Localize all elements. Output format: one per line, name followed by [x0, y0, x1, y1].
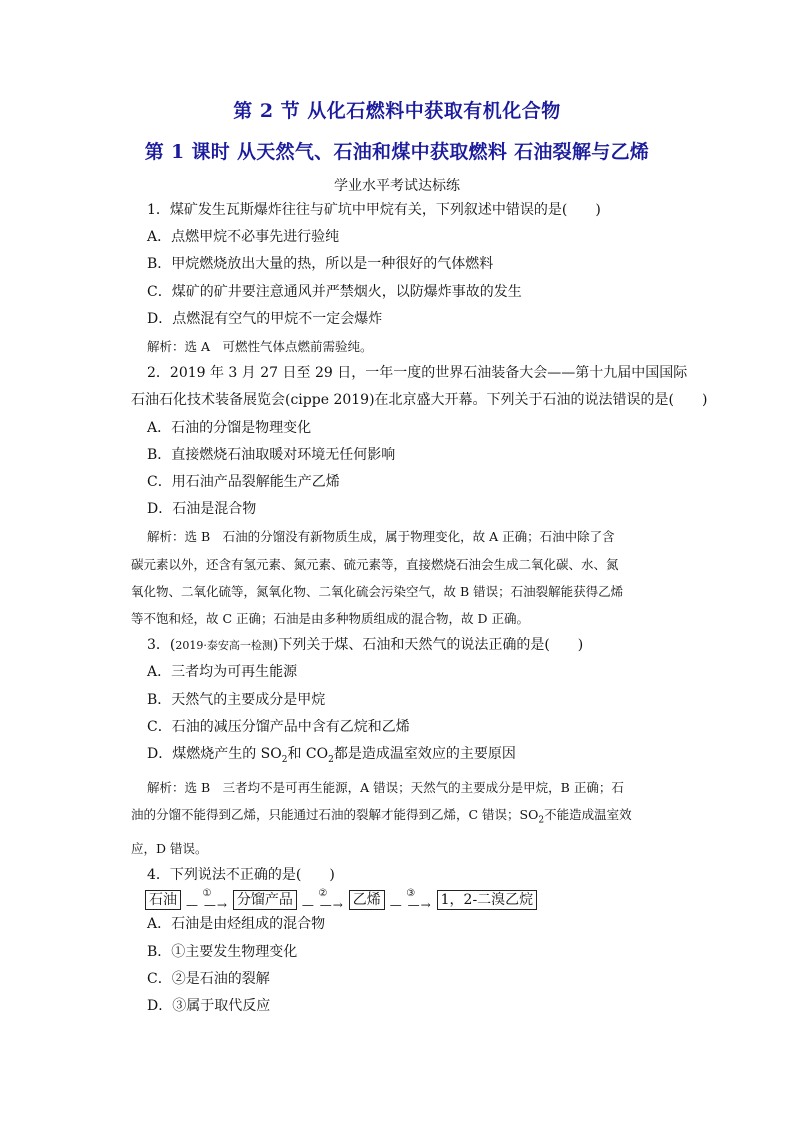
flow-arrow-2-line: — —→	[301, 898, 344, 913]
flow-arrow-1-line: — —→	[186, 898, 228, 913]
flow-step-2-label: ②	[318, 888, 328, 900]
q3-explanation-line2-text2: 不能造成温室效	[544, 807, 632, 823]
q2-explanation-line2: 碳元素以外，还含有氢元素、氮元素、硫元素等，直接燃烧石油会生成二氧化碳、水、氮	[131, 556, 619, 572]
q3-stem-text: )下列关于煤、石油和天然气的说法正确的是( )	[272, 637, 584, 654]
q3-option-d-text2: 和 CO	[287, 746, 329, 763]
q3-explanation-line2-sub: 2	[538, 815, 545, 826]
q1-option-b: B．甲烷燃烧放出大量的热，所以是一种很好的气体燃料	[147, 256, 494, 273]
q1-explanation: 解析：选 A 可燃性气体点燃前需验纯。	[147, 339, 373, 355]
q2-option-c: C．用石油产品裂解能生产乙烯	[147, 474, 340, 491]
practice-subtitle: 学业水平考试达标练	[334, 178, 460, 194]
flow-step-1-label: ①	[202, 888, 212, 900]
lesson-title: 第 1 课时 从天然气、石油和煤中获取燃料 石油裂解与乙烯	[144, 141, 650, 163]
q3-option-b: B．天然气的主要成分是甲烷	[147, 691, 326, 708]
q4-reaction-flow	[145, 889, 682, 911]
q3-explanation-line1: 解析：选 B 三者均不是可再生能源，A 错误；天然气的主要成分是甲烷，B 正确；石	[147, 780, 624, 796]
q1-option-a: A．点燃甲烷不必事先进行验纯	[147, 229, 340, 246]
q3-option-a: A．三者均为可再生能源	[147, 664, 298, 681]
q2-option-d: D．石油是混合物	[147, 501, 257, 518]
flow-node-petroleum: 石油	[145, 890, 181, 910]
q2-option-b: B．直接燃烧石油取暖对环境无任何影响	[147, 446, 396, 463]
q3-source: 2019·泰安高一检测	[175, 639, 273, 653]
flow-arrow-3-line: — —→	[389, 898, 432, 913]
q3-option-d-sub1: 2	[281, 754, 288, 765]
flow-arrow-3	[390, 889, 432, 911]
q3-stem	[147, 632, 682, 659]
q3-option-c: C．石油的减压分馏产品中含有乙烷和乙烯	[147, 718, 410, 735]
q3-stem-prefix: 3．(	[147, 637, 176, 654]
q4-option-d: D．③属于取代反应	[147, 997, 271, 1014]
flow-arrow-1	[186, 889, 228, 911]
q1-option-d: D．点燃混有空气的甲烷不一定会爆炸	[147, 310, 383, 327]
flow-node-ethylene: 乙烯	[349, 890, 385, 910]
question-list	[131, 197, 708, 1020]
q2-stem-line2: 石油石化技术装备展览会(cippe 2019)在北京盛大开幕。下列关于石油的说法错误的是( )	[131, 392, 708, 409]
q2-option-a: A．石油的分馏是物理变化	[147, 419, 312, 436]
q3-option-d-text3: 都是造成温室效应的主要原因	[333, 746, 516, 763]
q1-stem: 1．煤矿发生瓦斯爆炸往往与矿坑中甲烷有关，下列叙述中错误的是( )	[147, 202, 601, 218]
q3-explanation-line3: 应，D 错误。	[131, 840, 208, 856]
q2-stem-line1: 2．2019 年 3 月 27 日至 29 日，一年一度的世界石油装备大会——第十九届中国国际	[147, 365, 688, 382]
q4-option-b: B．①主要发生物理变化	[147, 943, 298, 960]
flow-node-dibromoethane: 1，2-二溴乙烷	[437, 890, 538, 910]
q2-explanation-line4: 等不饱和烃，故 C 正确；石油是由多种物质组成的混合物，故 D 正确。	[131, 611, 529, 627]
q3-explanation-line2	[131, 801, 682, 835]
q3-option-d	[147, 741, 682, 774]
q4-option-c: C．②是石油的裂解	[147, 970, 270, 987]
flow-node-fractions: 分馏产品	[233, 890, 297, 910]
q4-option-a: A．石油是由烃组成的混合物	[147, 916, 326, 933]
flow-step-3-label: ③	[406, 888, 416, 900]
q2-explanation-line1: 解析：选 B 石油的分馏没有新物质生成，属于物理变化，故 A 正确；石油中除了含	[147, 529, 615, 545]
q1-option-c: C．煤矿的矿井要注意通风并严禁烟火，以防爆炸事故的发生	[147, 283, 522, 300]
q3-option-d-sub2: 2	[328, 754, 334, 765]
q3-option-d-text1: D．煤燃烧产生的 SO	[147, 746, 282, 763]
q2-explanation-line3: 氧化物、二氧化硫等，氮氧化物、二氧化硫会污染空气，故 B 错误；石油裂解能获得乙烯	[131, 583, 624, 599]
flow-arrow-2	[302, 889, 344, 911]
q3-explanation-line2-text1: 油的分馏不能得到乙烯，只能通过石油的裂解才能得到乙烯，C 错误；SO	[131, 807, 539, 823]
section-title: 第 2 节 从化石燃料中获取有机化合物	[233, 100, 561, 122]
q4-stem: 4．下列说法不正确的是( )	[147, 867, 335, 884]
